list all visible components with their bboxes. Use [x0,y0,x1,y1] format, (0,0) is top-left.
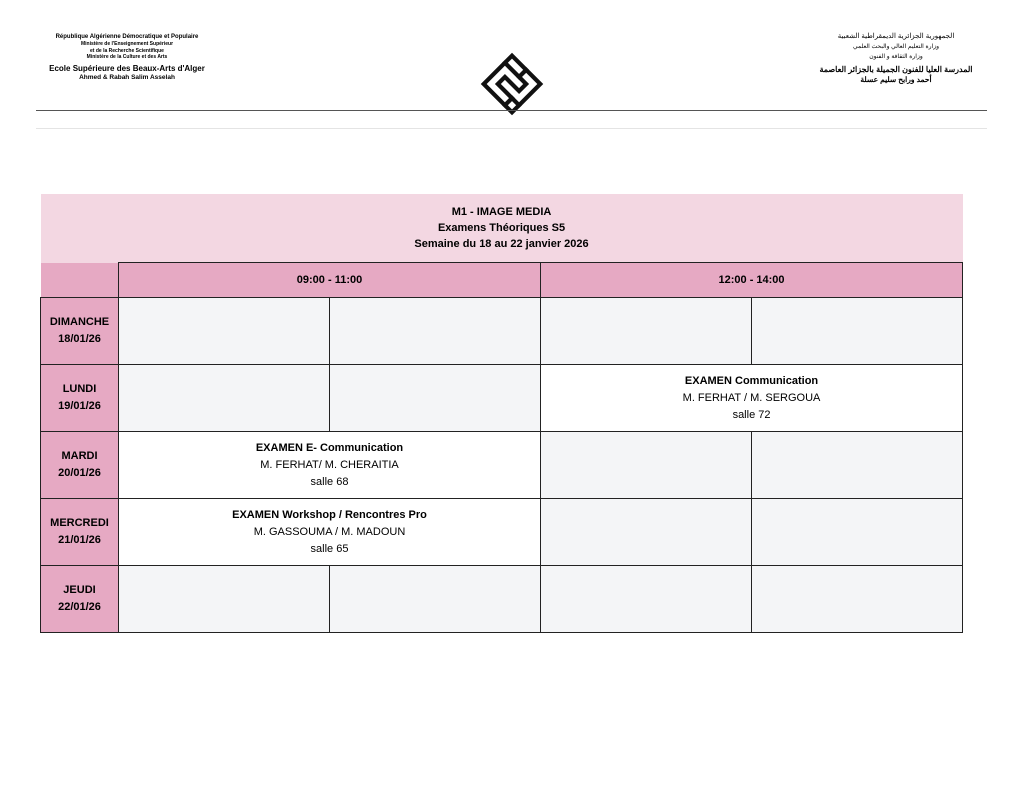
day-date: 20/01/26 [58,467,101,479]
day-label [41,365,119,432]
school-logo-icon [480,52,544,116]
empty-slot [752,499,963,566]
empty-slot [119,365,330,432]
ministry-higher-education-ar: وزارة التعليم العالي والبحث العلمي [852,44,940,50]
corner-cell [41,263,119,298]
week-range: Semaine du 18 au 22 janvier 2026 [414,238,589,250]
program-title: M1 - IMAGE MEDIA [451,206,552,218]
day-date: 19/01/26 [58,400,101,412]
school-name-ar: المدرسة العليا للفنون الجميلة بالجزائر العاصمة [819,65,973,74]
exam-title: EXAMEN E- Communication [255,441,404,454]
day-label [41,432,119,499]
republic-name-ar: الجمهورية الجزائرية الديمقراطية الشعبية [837,33,955,40]
empty-slot [541,432,752,499]
header-right [806,31,986,85]
time-slot-row [41,263,963,298]
empty-slot [541,566,752,633]
day-label [41,499,119,566]
schedule-title-row [41,194,963,263]
empty-slot [119,566,330,633]
empty-slot [752,298,963,365]
day-date: 21/01/26 [58,534,101,546]
exam-room: salle 68 [310,475,349,488]
ministry-culture-ar: وزارة الثقافة و الفنون [869,54,923,60]
exam-type: Examens Théoriques S5 [437,222,566,234]
day-name: MARDI [61,450,98,462]
day-name: LUNDI [62,383,97,395]
empty-slot [330,298,541,365]
exam-teachers: M. FERHAT/ M. CHERAITIA [260,458,399,471]
empty-slot [752,432,963,499]
day-name: JEUDI [63,584,96,596]
day-date: 22/01/26 [58,601,101,613]
ministry-culture: Ministère de la Culture et des Arts [86,54,168,60]
empty-slot [541,499,752,566]
exam-slot [119,432,541,499]
exam-title: EXAMEN Workshop / Rencontres Pro [232,508,427,521]
exam-slot [119,499,541,566]
header-left [36,33,218,82]
time-slot-morning: 09:00 - 11:00 [119,263,541,298]
exam-teachers: M. FERHAT / M. SERGOUA [682,391,821,404]
school-name: Ecole Supérieure des Beaux-Arts d'Alger [49,63,205,73]
day-row [41,566,963,633]
exam-schedule-table [40,194,963,633]
empty-slot [330,365,541,432]
day-row [41,499,963,566]
day-row [41,432,963,499]
schedule-title-cell [41,194,963,263]
exam-slot [541,365,963,432]
empty-slot [541,298,752,365]
day-label [41,566,119,633]
ministry-research: et de la Recherche Scientifique [90,47,164,54]
day-name: DIMANCHE [49,316,110,328]
school-founders-ar: أحمد ورابح سليم عسلة [860,75,932,84]
empty-slot [119,298,330,365]
header-divider [36,110,987,111]
day-name: MERCREDI [50,517,109,529]
day-date: 18/01/26 [58,333,101,345]
time-slot-afternoon: 12:00 - 14:00 [541,263,963,298]
day-row [41,365,963,432]
school-founders: Ahmed & Rabah Salim Asselah [79,73,175,81]
republic-name: République Algérienne Démocratique et Populaire [55,34,199,40]
exam-room: salle 72 [732,408,771,421]
exam-title: EXAMEN Communication [684,374,819,387]
empty-slot [330,566,541,633]
exam-room: salle 65 [310,542,349,555]
day-row [41,298,963,365]
exam-teachers: M. GASSOUMA / M. MADOUN [253,525,406,538]
ministry-higher-education: Ministère de l'Enseignement Supérieur [80,41,174,47]
empty-slot [752,566,963,633]
header-divider-light [36,128,987,129]
day-label [41,298,119,365]
